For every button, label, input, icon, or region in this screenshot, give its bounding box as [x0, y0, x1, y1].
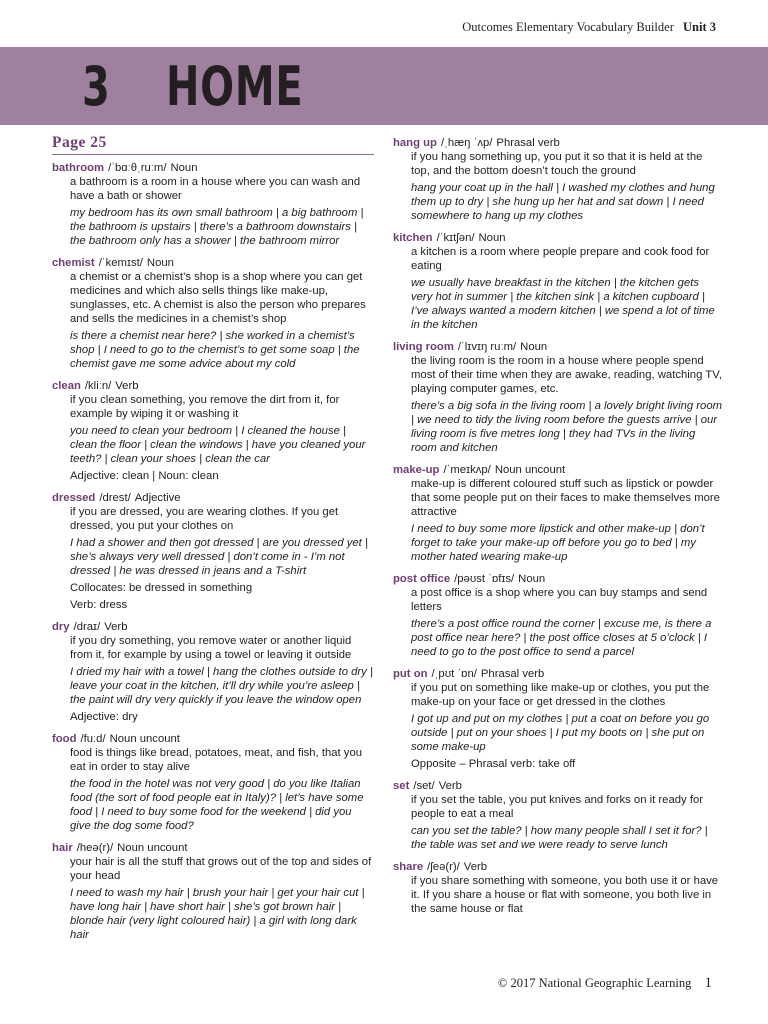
part-of-speech: Noun uncount	[109, 733, 180, 745]
part-of-speech: Phrasal verb	[480, 668, 545, 680]
entry-headline	[393, 136, 723, 150]
entry-headline	[393, 231, 723, 245]
unit-title: HOME	[166, 55, 304, 118]
entry-headline	[393, 779, 723, 793]
pronunciation: /ˈbɑːθˌruːm/	[108, 162, 167, 174]
definition: if you hang something up, you put it so that it is held at the top, and the bottom doesn’t touch the ground	[411, 151, 703, 177]
related-forms: Verb: dress	[70, 599, 128, 611]
dictionary-entry	[393, 231, 723, 332]
right-column	[393, 136, 723, 924]
part-of-speech: Noun	[478, 232, 506, 244]
footer	[498, 975, 712, 992]
dictionary-entry	[393, 667, 723, 771]
page-heading: Page 25	[52, 136, 374, 155]
part-of-speech: Verb	[438, 780, 462, 792]
entry-headline	[52, 161, 374, 175]
part-of-speech: Noun	[170, 162, 198, 174]
unit-label: Unit 3	[683, 20, 716, 34]
dictionary-entry	[393, 572, 723, 659]
pronunciation: /set/	[413, 780, 435, 792]
example-sentences: the food in the hotel was not very good | do you like Italian food (the sort of food people eat in Italy)? | let’s have some food | I need to buy some food for the weekend | did you give the dog some food?	[70, 778, 364, 832]
part-of-speech: Adjective	[134, 492, 181, 504]
entry-headline	[393, 340, 723, 354]
running-head	[462, 20, 716, 35]
entry-headline	[393, 463, 723, 477]
entry-headline	[52, 841, 374, 855]
pronunciation: /ˈkɪtʃən/	[436, 232, 475, 244]
related-forms: Adjective: dry	[70, 711, 138, 723]
part-of-speech: Noun	[520, 341, 548, 353]
unit-number: 3	[82, 55, 111, 118]
dictionary-entry	[52, 841, 374, 942]
entry-headline	[52, 256, 374, 270]
pronunciation: /drest/	[99, 492, 131, 504]
dictionary-entry	[52, 620, 374, 724]
related-forms: Adjective: clean | Noun: clean	[70, 470, 219, 482]
part-of-speech: Verb	[115, 380, 139, 392]
example-sentences: I had a shower and then got dressed | are you dressed yet | she’s always very well dressed | don’t come in - I’m not dressed | he was dressed in jeans and a T-shirt	[70, 537, 368, 577]
dictionary-entry	[393, 779, 723, 852]
headword: post office	[393, 573, 451, 585]
headword: hang up	[393, 137, 437, 149]
part-of-speech: Noun uncount	[494, 464, 566, 476]
dictionary-entry	[393, 136, 723, 223]
entry-headline	[52, 732, 374, 746]
example-sentences: hang your coat up in the hall | I washed my clothes and hung them up to dry | she hung up her hat and sat down | I need somewhere to hang up my clothes	[411, 182, 715, 222]
entry-headline	[393, 667, 723, 681]
pronunciation: /ʃeə(r)/	[427, 861, 460, 873]
dictionary-entry	[393, 340, 723, 455]
definition: if you put on something like make-up or clothes, you put the make-up on your face or get dressed in the clothes	[411, 682, 710, 708]
entry-headline	[52, 491, 374, 505]
dictionary-entry	[393, 860, 723, 916]
pronunciation: /ˌpʊt ˈɒn/	[431, 668, 477, 680]
definition: the living room is the room in a house where people spend most of their time when they are awake, reading, watching TV, playing computer games, etc.	[411, 355, 722, 395]
copyright-text: © 2017 National Geographic Learning	[497, 976, 692, 990]
headword: bathroom	[52, 162, 105, 174]
headword: dressed	[52, 492, 96, 504]
headword: chemist	[52, 257, 95, 269]
part-of-speech: Phrasal verb	[496, 137, 560, 149]
entry-headline	[52, 379, 374, 393]
pronunciation: /ˈkemɪst/	[98, 257, 143, 269]
dictionary-entry	[52, 732, 374, 833]
example-sentences: I need to wash my hair | brush your hair | get your hair cut | have long hair | have short hair | she’s got brown hair | blonde hair (very light coloured hair) | a girl with long dark hair	[70, 887, 365, 941]
entry-headline	[393, 572, 723, 586]
example-sentences: you need to clean your bedroom | I cleaned the house | clean the floor | clean the windows | have you cleaned your teeth? | clean your shoes | clean the car	[70, 425, 366, 465]
example-sentences: I need to buy some more lipstick and other make-up | don’t forget to take your make-up off before you go to bed | my mother hated wearing make-up	[411, 523, 705, 563]
dictionary-entry	[52, 161, 374, 248]
headword: dry	[52, 621, 70, 633]
definition: if you are dressed, you are wearing clothes. If you get dressed, you put your clothes on	[70, 506, 339, 532]
pronunciation: /pəʊst ˈɒfɪs/	[454, 573, 515, 585]
entry-headline	[52, 620, 374, 634]
headword: kitchen	[393, 232, 433, 244]
example-sentences: we usually have breakfast in the kitchen | the kitchen gets very hot in summer | the kitchen sink | a kitchen cupboard | I’ve always wanted a modern kitchen | we spend a lot of time in the kitchen	[411, 277, 715, 331]
definition: if you set the table, you put knives and forks on it ready for people to eat a meal	[411, 794, 703, 820]
part-of-speech: Verb	[463, 861, 488, 873]
example-sentences: I got up and put on my clothes | put a coat on before you go outside | put on your shoes | I put my boots on | she put on some make-up	[411, 713, 710, 753]
pronunciation: /draɪ/	[73, 621, 101, 633]
pronunciation: /kliːn/	[84, 380, 112, 392]
headword: put on	[393, 668, 428, 680]
page-number: 1	[704, 975, 712, 991]
pronunciation: /heə(r)/	[76, 842, 114, 854]
definition: food is things like bread, potatoes, meat, and fish, that you eat in order to stay alive	[70, 747, 363, 773]
dictionary-entry	[52, 256, 374, 371]
example-sentences: there’s a post office round the corner | excuse me, is there a post office near here? | the post office closes at 5 o’clock | I need to go to the post office to send a parcel	[411, 618, 712, 658]
pronunciation: /ˌhæŋ ˈʌp/	[440, 137, 493, 149]
example-sentences: there’s a big sofa in the living room | a lovely bright living room | we need to tidy the living room before the guests arrive | our living room is five metres long | they had TVs in the living room and kitchen	[411, 400, 723, 454]
definition: a kitchen is a room where people prepare and cook food for eating	[411, 246, 710, 272]
part-of-speech: Noun	[518, 573, 546, 585]
definition: a chemist or a chemist’s shop is a shop where you can get medicines and which also sells things like make-up, sunglasses, etc. A chemist is also the person who prepares and sells the medicines in a chemist’s shop	[70, 271, 366, 325]
headword: set	[393, 780, 410, 792]
pronunciation: /fuːd/	[80, 733, 106, 745]
part-of-speech: Noun	[146, 257, 174, 269]
definition: if you clean something, you remove the dirt from it, for example by wiping it or washing it	[70, 394, 340, 420]
dictionary-entry	[52, 379, 374, 483]
pronunciation: /ˈmeɪkʌp/	[443, 464, 491, 476]
definition: make-up is different coloured stuff such as lipstick or powder that some people put on their faces to make themselves more attractive	[411, 478, 720, 518]
definition: if you dry something, you remove water or another liquid from it, for example by using a towel or leaving it outside	[70, 635, 352, 661]
unit-banner	[0, 47, 768, 125]
example-sentences: I dried my hair with a towel | hang the clothes outside to dry | leave your coat in the kitchen, it’ll dry while you’re asleep | the paint will dry very quickly if you leave the window open	[70, 666, 373, 706]
part-of-speech: Noun uncount	[117, 842, 188, 854]
part-of-speech: Verb	[104, 621, 128, 633]
headword: clean	[52, 380, 81, 392]
definition: a post office is a shop where you can buy stamps and send letters	[411, 587, 708, 613]
definition: your hair is all the stuff that grows out of the top and sides of your head	[70, 856, 372, 882]
example-sentences: can you set the table? | how many people shall I set it for? | the table was set and we were ready to serve lunch	[411, 825, 708, 851]
headword: food	[52, 733, 77, 745]
definition: a bathroom is a room in a house where you can wash and have a bath or shower	[70, 176, 361, 202]
example-sentences: is there a chemist near here? | she worked in a chemist’s shop | I need to go to the chemist’s to get some soap | the chemist gave me some advice about my cold	[70, 330, 360, 370]
headword: living room	[393, 341, 454, 353]
book-title: Outcomes Elementary Vocabulary Builder	[462, 20, 674, 34]
headword: share	[393, 861, 424, 873]
dictionary-entry	[52, 491, 374, 612]
example-sentences: my bedroom has its own small bathroom | a big bathroom | the bathroom is upstairs | there’s a bathroom downstairs | the bathroom only has a shower | the bathroom mirror	[70, 207, 364, 247]
left-column	[52, 136, 374, 950]
headword: hair	[52, 842, 73, 854]
headword: make-up	[393, 464, 440, 476]
related-forms: Collocates: be dressed in something	[70, 582, 253, 594]
pronunciation: /ˈlɪvɪŋ ruːm/	[457, 341, 517, 353]
related-forms: Opposite – Phrasal verb: take off	[411, 758, 576, 770]
dictionary-entry	[393, 463, 723, 564]
entry-headline	[393, 860, 723, 874]
definition: if you share something with someone, you both use it or have it. If you share a house or flat with someone, you both live in the same house or flat	[411, 875, 719, 915]
